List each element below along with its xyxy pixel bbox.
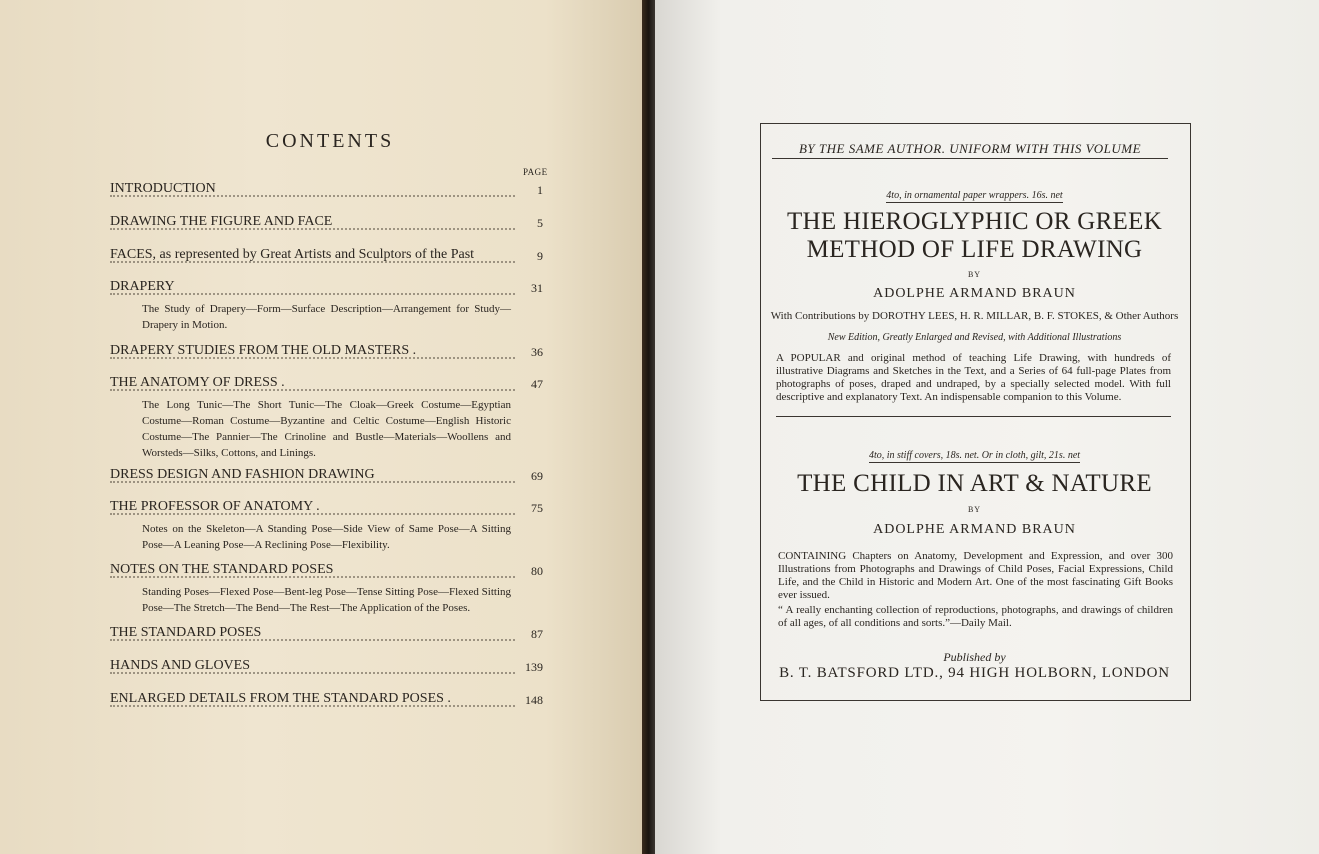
toc-entry xyxy=(110,375,545,461)
contents-heading: CONTENTS xyxy=(265,130,395,152)
toc-page-number: 139 xyxy=(525,660,543,674)
toc-page-number: 1 xyxy=(537,183,543,197)
book1-contributions: With Contributions by DOROTHY LEES, H. R. MILLAR, B. F. STOKES, & Other Authors xyxy=(770,310,1179,322)
toc-page-number: 31 xyxy=(531,281,543,295)
toc-entry xyxy=(110,181,545,199)
toc-subtopics: The Long Tunic—The Short Tunic—The Cloak—Greek Costume—Egyptian Costume—Roman Costume—Byzantine and Celtic Costume—English Historic Costume—The Pannier—The Crinoline and Bustle—Materials—Woollens and Worsteds—Silks, Cottons, and Linings. xyxy=(142,399,511,459)
book2-review-quote: “ A really enchanting collection of reproductions, photographs, and drawings of children of all ages, of all conditions and sorts.”—Daily Mail. xyxy=(778,604,1173,629)
toc-title: THE STANDARD POSES xyxy=(110,625,262,640)
toc-entry xyxy=(110,467,545,485)
toc-entry xyxy=(110,247,545,265)
toc-subtopics: Standing Poses—Flexed Pose—Bent-leg Pose—Tense Sitting Pose—Flexed Sitting Pose—The Stretch—The Bend—The Rest—The Application of the Poses. xyxy=(142,586,511,614)
toc-title: THE ANATOMY OF DRESS . xyxy=(110,375,285,390)
toc-entry xyxy=(110,691,545,709)
toc-page-number: 47 xyxy=(531,377,543,391)
publisher-address: B. T. BATSFORD LTD., 94 HIGH HOLBORN, LONDON xyxy=(779,665,1170,681)
book1-title-line1: THE HIEROGLYPHIC OR GREEK xyxy=(786,208,1163,235)
section-divider xyxy=(776,416,1171,417)
toc-page-number: 75 xyxy=(531,501,543,515)
toc-title: DRESS DESIGN AND FASHION DRAWING xyxy=(110,467,375,482)
toc-page-number: 5 xyxy=(537,216,543,230)
book1-description: A POPULAR and original method of teaching Life Drawing, with hundreds of illustrative Diagrams and Sketches in the Text, and a Series of 64 full-page Plates from photographs of poses, draped and undraped, by a specially selected model. With full descriptive and explanatory Text. An indispensable companion to this Volume. xyxy=(776,352,1171,403)
toc-page-number: 9 xyxy=(537,249,543,263)
toc-entry xyxy=(110,343,545,361)
toc-page-number: 87 xyxy=(531,627,543,641)
toc-title: DRAPERY xyxy=(110,279,175,294)
published-by-label: Published by xyxy=(943,650,1006,664)
toc-page-number: 36 xyxy=(531,345,543,359)
toc-entry xyxy=(110,499,545,553)
toc-entry xyxy=(110,658,545,676)
book1-author: ADOLPHE ARMAND BRAUN xyxy=(873,286,1076,301)
toc-entry xyxy=(110,214,545,232)
toc-title: DRAPERY STUDIES FROM THE OLD MASTERS . xyxy=(110,343,417,358)
toc-title: THE PROFESSOR OF ANATOMY . xyxy=(110,499,320,514)
toc-subtopics: The Study of Drapery—Form—Surface Description—Arrangement for Study—Drapery in Motion. xyxy=(142,303,511,331)
toc-title: HANDS AND GLOVES xyxy=(110,658,251,673)
book2-format: 4to, in stiff covers, 18s. net. Or in cloth, gilt, 21s. net xyxy=(868,450,1081,461)
book1-by: BY xyxy=(967,270,982,279)
book2-description: CONTAINING Chapters on Anatomy, Development and Expression, and over 300 Illustrations from Photographs and Drawings of Child Poses, Facial Expressions, Child Life, and the Child in Historic and Modern Art. One of the most fascinating Gift Books ever issued. xyxy=(778,550,1173,601)
toc-title: NOTES ON THE STANDARD POSES xyxy=(110,562,334,577)
advert-header: BY THE SAME AUTHOR. UNIFORM WITH THIS VOLUME xyxy=(772,141,1168,159)
toc-title: DRAWING THE FIGURE AND FACE xyxy=(110,214,333,229)
toc-page-number: 148 xyxy=(525,693,543,707)
page-column-label: PAGE xyxy=(523,167,548,177)
toc-title: ENLARGED DETAILS FROM THE STANDARD POSES . xyxy=(110,691,451,706)
book1-edition: New Edition, Greatly Enlarged and Revised, with Additional Illustrations xyxy=(827,332,1122,343)
book1-format: 4to, in ornamental paper wrappers. 16s. net xyxy=(886,190,1063,201)
book-gutter xyxy=(642,0,655,854)
book2-title: THE CHILD IN ART & NATURE xyxy=(797,470,1152,497)
toc-title: INTRODUCTION xyxy=(110,181,216,196)
toc-entry xyxy=(110,279,545,333)
toc-entry xyxy=(110,562,545,616)
book2-by: BY xyxy=(967,505,982,514)
toc-page-number: 69 xyxy=(531,469,543,483)
toc-entry xyxy=(110,625,545,643)
book2-author: ADOLPHE ARMAND BRAUN xyxy=(873,522,1076,537)
toc-subtopics: Notes on the Skeleton—A Standing Pose—Side View of Same Pose—A Sitting Pose—A Leaning Pose—A Reclining Pose—Flexibility. xyxy=(142,523,511,551)
book1-title-line2: METHOD OF LIFE DRAWING xyxy=(806,236,1143,263)
toc-page-number: 80 xyxy=(531,564,543,578)
toc-title: FACES, as represented by Great Artists and Sculptors of the Past xyxy=(110,247,475,262)
